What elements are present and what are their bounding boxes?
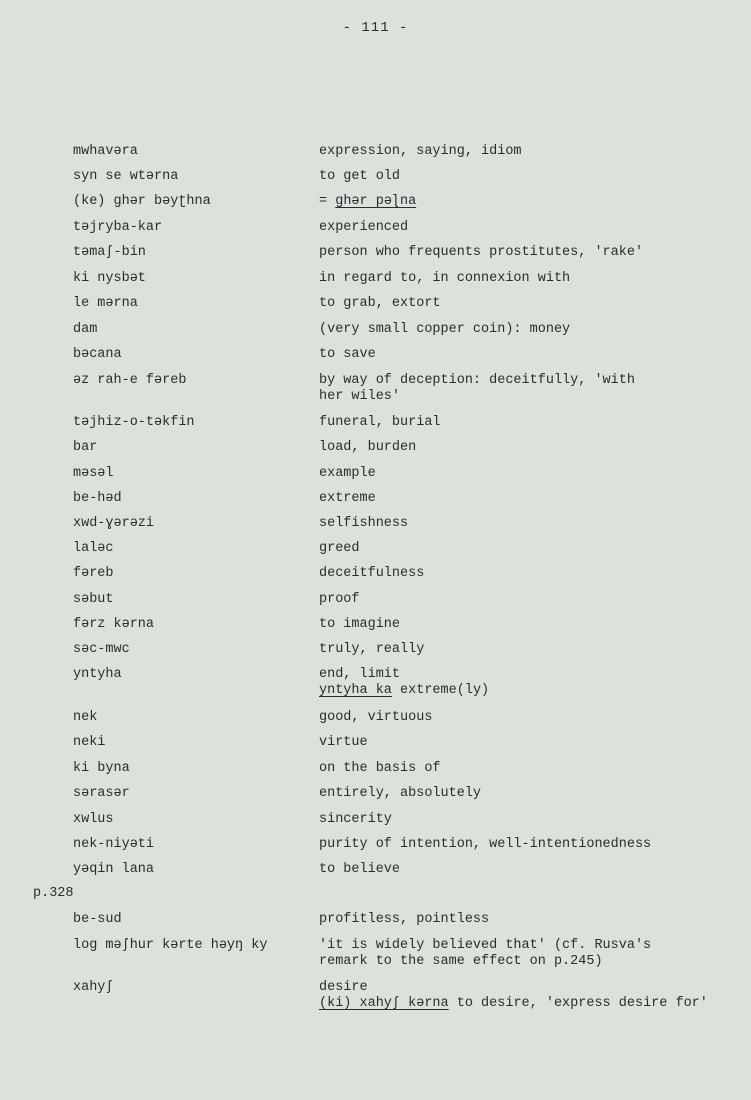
gloss-line: experienced [319,220,409,235]
entry-gloss [319,245,739,261]
entry-gloss [319,491,739,507]
entry-term: sərasər [73,786,130,801]
entry-gloss [319,440,739,456]
entry-gloss [319,144,739,160]
entry-term: fərz kərna [73,617,155,632]
subentry-gloss: extreme(ly) [400,683,490,698]
entry-term: bəcana [73,347,122,362]
subentry-gloss: to desire, 'express desire for' [456,996,708,1011]
entry-term: xwd-ɣərəzi [73,516,155,531]
subentry-term: yntyha ka [319,683,392,698]
entry-term: mwhavəra [73,144,138,159]
entry-term: yntyha [73,667,122,682]
gloss-line: funeral, burial [319,415,441,430]
entry-term: xahyʃ [73,980,114,995]
entry-term: səbut [73,592,114,607]
entry-gloss [319,617,739,633]
entry-gloss [319,169,739,185]
entry-gloss [319,761,739,777]
page-reference: p.328 [33,886,74,901]
entry-term: ki byna [73,761,130,776]
gloss-line: to get old [319,169,401,184]
entry-term: be-sud [73,912,122,927]
entry-term: məsəl [73,466,114,481]
entry-term: yəqin lana [73,862,155,877]
entry-gloss [319,710,739,726]
entry-gloss [319,466,739,482]
gloss-line: by way of deception: deceitfully, 'with [319,373,635,388]
gloss-line: load, burden [319,440,417,455]
gloss-line: to imagine [319,617,401,632]
entry-term: bar [73,440,98,455]
gloss-line: profitless, pointless [319,912,490,927]
entry-gloss [319,592,739,608]
entry-term: neki [73,735,106,750]
entry-gloss [319,812,739,828]
entry-term: laləc [73,541,114,556]
gloss-line: person who frequents prostitutes, 'rake' [319,245,644,260]
entry-term: təjhiz-o-təkfin [73,415,195,430]
entry-gloss [319,373,739,405]
gloss-prefix: = [319,194,328,209]
entry-gloss [319,220,739,236]
entry-gloss [319,642,739,658]
gloss-subentry [319,996,739,1012]
entry-term: (ke) ghər bəyʈhna [73,194,211,209]
page-number: - 111 - [342,20,409,36]
entry-gloss [319,415,739,431]
gloss-line: deceitfulness [319,566,425,581]
entry-term: log məʃhur kərte həyŋ ky [73,938,268,953]
entry-gloss [319,912,739,928]
gloss-line [319,194,739,210]
entry-term: təjryba-kar [73,220,163,235]
entry-gloss [319,667,739,699]
entry-gloss [319,322,739,338]
entry-term: nek [73,710,98,725]
gloss-line-2: remark to the same effect on p.245) [319,954,603,969]
gloss-line: in regard to, in connexion with [319,271,571,286]
gloss-line: to grab, extort [319,296,441,311]
gloss-line-2: her wiles' [319,389,401,404]
gloss-line: desire [319,980,368,995]
entry-gloss [319,862,739,878]
gloss-line: proof [319,592,360,607]
entry-term: syn se wtərna [73,169,179,184]
entry-term: xwlus [73,812,114,827]
entry-gloss [319,566,739,582]
entry-gloss [319,194,739,210]
entry-term: dam [73,322,98,337]
gloss-line: greed [319,541,360,556]
entry-gloss [319,296,739,312]
gloss-line: good, virtuous [319,710,433,725]
gloss-line: entirely, absolutely [319,786,482,801]
entry-gloss [319,735,739,751]
gloss-line: example [319,466,376,481]
gloss-line: expression, saying, idiom [319,144,522,159]
entry-gloss [319,786,739,802]
gloss-underlined: ghər pəɭna [335,194,417,209]
gloss-line: 'it is widely believed that' (cf. Rusva's [319,938,652,953]
entry-term: təmaʃ-bin [73,245,146,260]
entry-term: ki nysbət [73,271,146,286]
gloss-line: end, limit [319,667,401,682]
entry-gloss [319,271,739,287]
gloss-line: truly, really [319,642,425,657]
gloss-line: (very small copper coin): money [319,322,571,337]
entry-term: fəreb [73,566,114,581]
entry-gloss [319,541,739,557]
entry-gloss [319,980,739,1012]
entry-term: le mərna [73,296,138,311]
entry-term: əz rah-e fəreb [73,373,187,388]
gloss-line: extreme [319,491,376,506]
entry-gloss [319,938,739,970]
gloss-line: on the basis of [319,761,441,776]
entry-gloss [319,837,739,853]
entry-gloss [319,516,739,532]
gloss-line: selfishness [319,516,409,531]
subentry-term: (ki) xahyʃ kərna [319,996,449,1011]
gloss-line: to believe [319,862,401,877]
entry-term: səc-mwc [73,642,130,657]
entry-gloss [319,347,739,363]
entry-term: nek-niyəti [73,837,155,852]
gloss-line: virtue [319,735,368,750]
gloss-line: to save [319,347,376,362]
gloss-line: purity of intention, well-intentionedness [319,837,652,852]
gloss-line: sincerity [319,812,392,827]
gloss-subentry [319,683,739,699]
entry-term: be-həd [73,491,122,506]
